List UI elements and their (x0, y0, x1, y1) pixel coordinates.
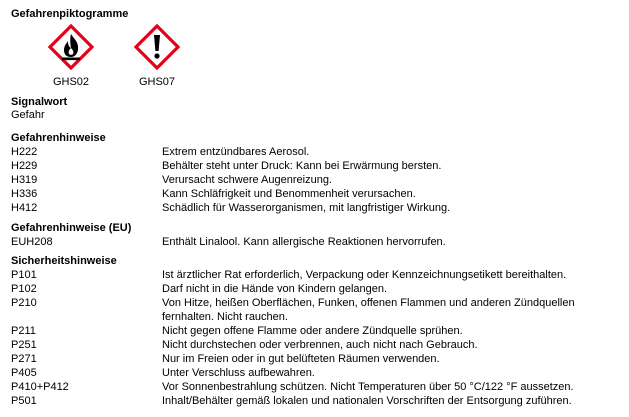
statement-code: P251 (11, 339, 37, 351)
list-item (11, 145, 629, 159)
statement-code: H222 (11, 146, 38, 158)
pictogram-code: GHS07 (138, 76, 176, 88)
list-item (11, 282, 629, 296)
list-item (11, 380, 629, 394)
precautionary-statements-title: Sicherheitshinweise (11, 255, 117, 267)
flame-icon (48, 24, 94, 70)
statement-code: H229 (11, 160, 38, 172)
statement-code: H319 (11, 174, 38, 186)
statement-text: Inhalt/Behälter gemäß lokalen und nationalen Vorschriften der Entsorgung zuführen. (162, 395, 572, 407)
list-item (11, 159, 629, 173)
list-item (11, 296, 629, 324)
list-item (11, 352, 629, 366)
statement-code: H412 (11, 202, 38, 214)
list-item (11, 268, 629, 282)
hazard-statements-title: Gefahrenhinweise (11, 132, 106, 144)
statement-text: Nur im Freien oder in gut belüfteten Räumen verwenden. (162, 353, 440, 365)
list-item (11, 338, 629, 352)
list-item (11, 394, 629, 408)
statement-text: Ist ärztlicher Rat erforderlich, Verpackung oder Kennzeichnungsetikett bereithalten. (162, 269, 567, 281)
list-item (11, 235, 629, 249)
statement-code: P501 (11, 395, 37, 407)
statement-text: Unter Verschluss aufbewahren. (162, 367, 315, 379)
statement-code: EUH208 (11, 236, 53, 248)
exclamation-mark-icon (134, 24, 180, 70)
pictogram-ghs07 (134, 24, 180, 88)
signal-word-title: Signalwort (11, 96, 68, 108)
statement-code: P271 (11, 353, 37, 365)
hazard-statements-eu-list (11, 235, 629, 249)
statement-code: P410+P412 (11, 381, 69, 393)
statement-text: Darf nicht in die Hände von Kindern gelangen. (162, 283, 388, 295)
statement-text: Von Hitze, heißen Oberflächen, Funken, offenen Flammen und anderen Zündquellen fernhalten. Nicht rauchen. (162, 297, 575, 323)
pictogram-ghs02 (48, 24, 94, 88)
list-item (11, 187, 629, 201)
list-item (11, 366, 629, 380)
pictogram-code: GHS02 (52, 76, 90, 88)
statement-text: Extrem entzündbares Aerosol. (162, 146, 310, 158)
statement-text: Schädlich für Wasserorganismen, mit langfristiger Wirkung. (162, 202, 451, 214)
statement-text: Verursacht schwere Augenreizung. (162, 174, 332, 186)
statement-text: Nicht gegen offene Flamme oder andere Zündquelle sprühen. (162, 325, 463, 337)
statement-code: P211 (11, 325, 36, 337)
precautionary-statements-list (11, 268, 629, 408)
signal-word-value: Gefahr (11, 109, 45, 121)
statement-code: P405 (11, 367, 37, 379)
statement-text: Enthält Linalool. Kann allergische Reaktionen hervorrufen. (162, 236, 446, 248)
list-item (11, 201, 629, 215)
statement-code: P101 (11, 269, 37, 281)
statement-code: P102 (11, 283, 37, 295)
list-item (11, 324, 629, 338)
statement-text: Vor Sonnenbestrahlung schützen. Nicht Temperaturen über 50 °C/122 °F aussetzen. (162, 381, 574, 393)
statement-code: P210 (11, 297, 37, 309)
hazard-statements-eu-title: Gefahrenhinweise (EU) (11, 222, 132, 234)
statement-code: H336 (11, 188, 38, 200)
pictograms-title: Gefahrenpiktogramme (11, 8, 129, 20)
statement-text: Kann Schläfrigkeit und Benommenheit verursachen. (162, 188, 416, 200)
statement-text: Nicht durchstechen oder verbrennen, auch nicht nach Gebrauch. (162, 339, 478, 351)
list-item (11, 173, 629, 187)
statement-text: Behälter steht unter Druck: Kann bei Erwärmung bersten. (162, 160, 442, 172)
hazard-statements-list (11, 145, 629, 215)
